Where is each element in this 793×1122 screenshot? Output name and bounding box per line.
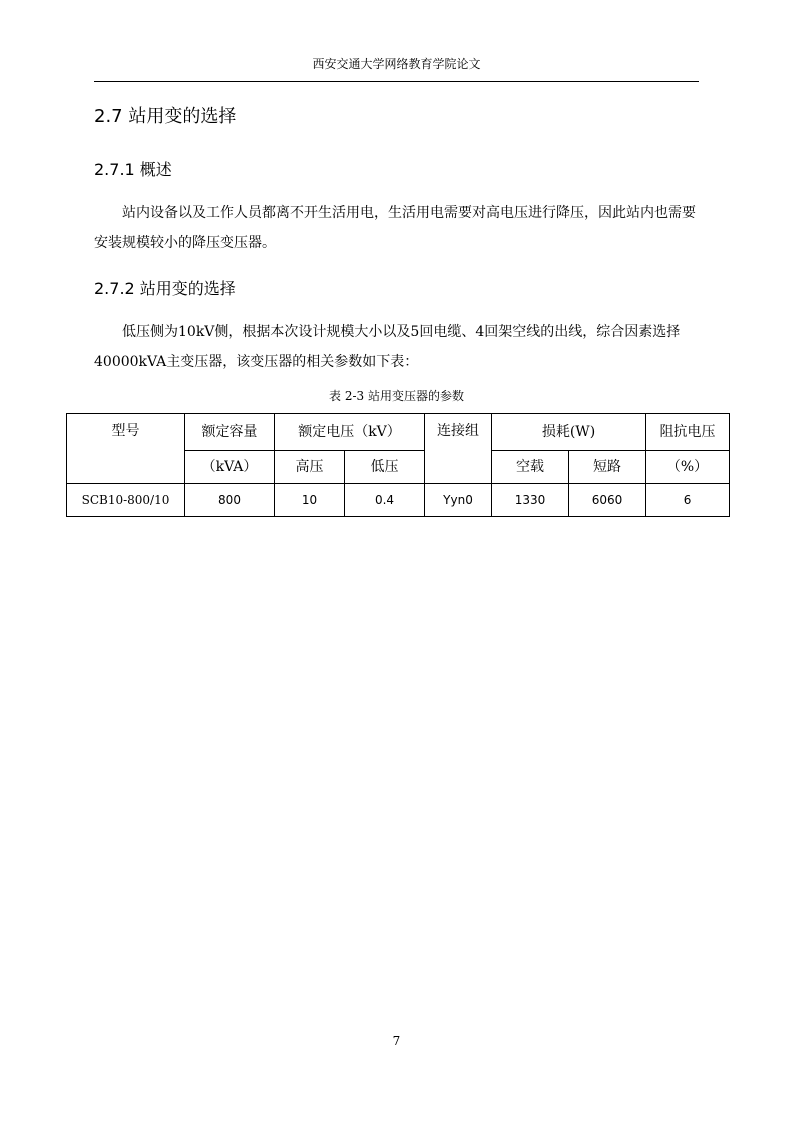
- header-voltage-low: 低压: [345, 451, 425, 484]
- page-header-title: 西安交通大学网络教育学院论文: [312, 57, 481, 71]
- header-impedance: 阻抗电压: [646, 414, 730, 451]
- transformer-parameter-table: [66, 413, 730, 517]
- cell-voltage-low: 0.4: [345, 484, 425, 517]
- header-loss-noload: 空载: [492, 451, 569, 484]
- cell-model: SCB10-800/10: [67, 484, 185, 517]
- header-loss: 损耗(W): [492, 414, 646, 451]
- cell-loss-short: 6060: [569, 484, 646, 517]
- header-divider: [94, 81, 699, 82]
- cell-impedance: 6: [646, 484, 730, 517]
- overview-paragraph: 站内设备以及工作人员都离不开生活用电，生活用电需要对高电压进行降压，因此站内也需要安装规模较小的降压变压器。: [94, 205, 696, 251]
- header-capacity: 额定容量: [185, 414, 275, 451]
- header-loss-short: 短路: [569, 451, 646, 484]
- header-impedance-unit: （%）: [646, 451, 730, 484]
- cell-capacity: 800: [185, 484, 275, 517]
- header-voltage: 额定电压（kV）: [275, 414, 425, 451]
- header-connection: 连接组: [425, 414, 492, 484]
- table-header-row: [67, 414, 730, 451]
- section-heading: 2.7 站用变的选择: [94, 106, 237, 127]
- selection-paragraph: 低压侧为10kV侧，根据本次设计规模大小以及5回电缆、4回架空线的出线，综合因素选择40000kVA主变压器，该变压器的相关参数如下表：: [94, 324, 681, 370]
- cell-connection: Yyn0: [425, 484, 492, 517]
- subsection-heading-overview: 2.7.1 概述: [94, 160, 172, 179]
- table-caption: 表 2-3 站用变压器的参数: [329, 389, 464, 403]
- table-row: [67, 484, 730, 517]
- header-capacity-unit: （kVA）: [185, 451, 275, 484]
- header-model: 型号: [67, 414, 185, 484]
- page-number: 7: [392, 1034, 401, 1048]
- subsection-heading-selection: 2.7.2 站用变的选择: [94, 279, 236, 298]
- cell-voltage-high: 10: [275, 484, 345, 517]
- header-voltage-high: 高压: [275, 451, 345, 484]
- cell-loss-noload: 1330: [492, 484, 569, 517]
